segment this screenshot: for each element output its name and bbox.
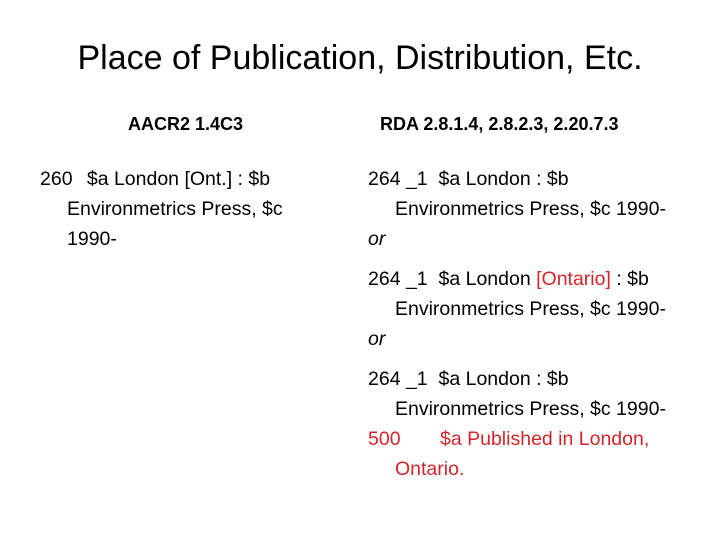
aacr2-line-3: 1990- — [67, 228, 117, 250]
rda-example-1-line-2: Environmetrics Press, $c 1990- — [395, 198, 666, 220]
field-tag: 260 — [40, 168, 73, 190]
rda-example-3-line-2: Environmetrics Press, $c 1990- — [395, 398, 666, 420]
rda-example-2-supplied-place: [Ontario] — [536, 268, 611, 290]
note-tag: 500 — [368, 428, 401, 450]
rda-example-2-line-1b: : $b — [610, 268, 649, 290]
rda-heading: RDA 2.8.1.4, 2.8.2.3, 2.20.7.3 — [380, 114, 619, 134]
aacr2-line-2: Environmetrics Press, $c — [67, 198, 283, 220]
note-line-1: $a Published in London, — [440, 428, 650, 450]
or-separator: or — [368, 228, 386, 250]
aacr2-example — [40, 164, 330, 254]
field-tag: 264 _1 — [368, 268, 428, 290]
rda-example-1 — [368, 164, 708, 224]
slide-title: Place of Publication, Distribution, Etc. — [77, 39, 643, 77]
aacr2-column — [40, 112, 330, 254]
note-line-2: Ontario. — [395, 458, 465, 480]
rda-example-3-line-1: $a London : $b — [438, 368, 569, 390]
or-separator: or — [368, 328, 386, 350]
rda-example-3 — [368, 364, 708, 484]
rda-column — [368, 112, 708, 484]
field-tag: 264 _1 — [368, 368, 428, 390]
rda-example-2-line-2: Environmetrics Press, $c 1990- — [395, 298, 666, 320]
rda-example-2-line-1a: $a London — [438, 268, 537, 290]
note-field — [368, 428, 649, 450]
rda-example-2 — [368, 264, 708, 324]
aacr2-heading: AACR2 1.4C3 — [128, 114, 244, 134]
field-tag: 264 _1 — [368, 168, 428, 190]
rda-example-1-line-1: $a London : $b — [438, 168, 569, 190]
aacr2-line-1: $a London [Ont.] : $b — [86, 168, 271, 190]
